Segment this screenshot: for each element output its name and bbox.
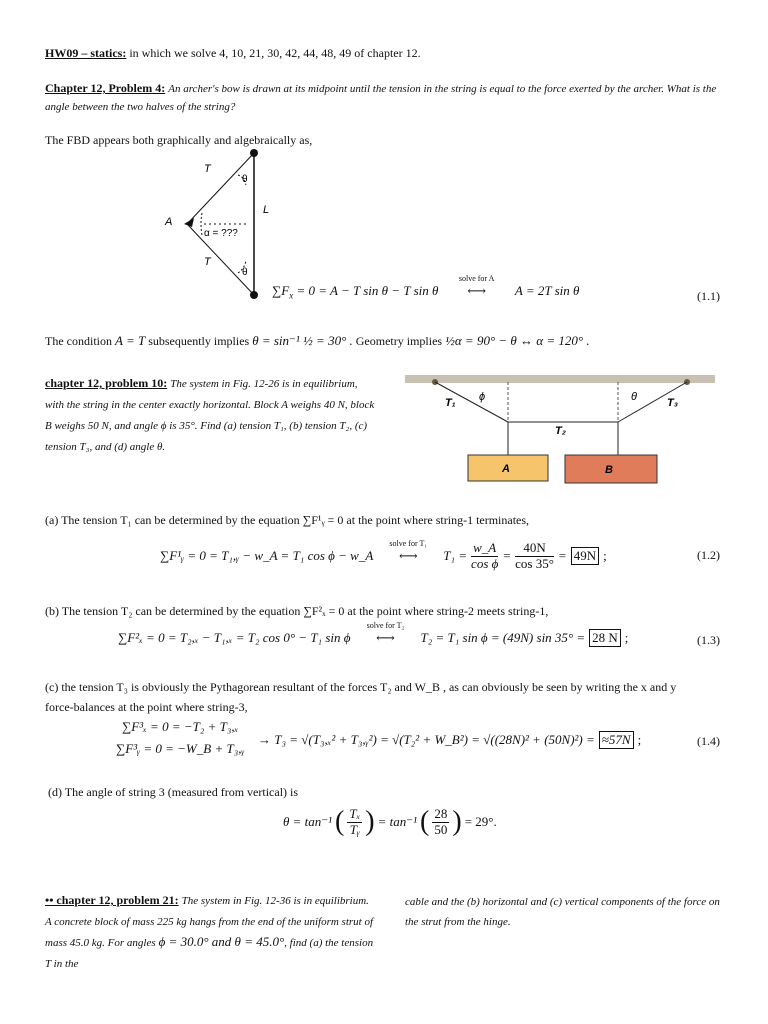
ceiling xyxy=(405,375,715,383)
problem-21-col1 xyxy=(45,890,375,974)
problem-21-heading: •• chapter 12, problem 21: xyxy=(45,893,179,907)
eq-1-4-y: ∑F³ᵧ = 0 = −W_B + T₃,ᵧ xyxy=(116,741,245,756)
eq-d-frac1 xyxy=(347,807,362,838)
cond-text-3: Geometry implies xyxy=(355,334,443,348)
problem-21-text-end: , find (a) the tension T in the xyxy=(45,937,374,970)
label-T1: T₁ xyxy=(445,397,456,409)
cond-text-1: The condition xyxy=(45,334,112,348)
frac2-den: cos 35° xyxy=(515,555,554,571)
eq-1-1-rhs: A = 2T sin θ xyxy=(514,283,580,298)
problem-4-heading: Chapter 12, Problem 4: xyxy=(45,81,166,95)
frac1-num: w_A xyxy=(471,541,498,557)
problem-21-text: The system in Fig. 12-36 is in equilibrium. A concrete block of mass 225 kg hangs from the end of the uniform strut of mass 45.0 kg. For angles xyxy=(45,895,374,949)
part-d-text: (d) The angle of string 3 (measured from vertical) is xyxy=(48,785,299,799)
answer-T2: 28 N xyxy=(589,629,621,647)
assignment-description: in which we solve 4, 10, 21, 30, 42, 44, 48, 49 of chapter 12. xyxy=(126,46,421,60)
eq-1-4-x: ∑F³ₓ = 0 = −T₂ + T₃,ₓ xyxy=(122,719,239,734)
eq-d-frac2 xyxy=(432,807,449,838)
eq-1-1-body: = 0 = A − T sin θ − T sin θ xyxy=(293,283,439,298)
fbd-diagram xyxy=(160,145,270,305)
fbd-intro: The FBD appears both graphically and algebraically as, xyxy=(45,133,313,147)
cond-text-2: subsequently implies xyxy=(148,334,250,348)
equation-1-4: → T₃ = √(T₃,ₓ² + T₃,ᵧ²) = √(T₂² + W_B²) = √((28N)² + (50N)²) = ≈57N ; xyxy=(258,732,642,747)
label-theta-top: θ xyxy=(242,174,248,185)
eq-1-4-right: → T₃ = √(T₃,ₓ² + T₃,ᵧ²) = √(T₂² + W_B²) = √((28N)² + (50N)²) = xyxy=(258,732,595,747)
problem-4-statement xyxy=(45,80,725,116)
problem-21-angles: ϕ = 30.0° and θ = 45.0° xyxy=(158,934,285,949)
eq-1-1-sum: ∑F xyxy=(272,283,290,298)
upper-tension-line xyxy=(188,153,254,223)
label-block-a: A xyxy=(502,463,510,475)
part-a-text: (a) The tension T₁ can be determined by the equation ∑F¹ᵧ = 0 at the point where string-1 terminates, xyxy=(45,513,530,527)
label-alpha: α = ??? xyxy=(204,228,238,239)
eq-1-2-frac2 xyxy=(515,541,554,572)
eq-1-1-arrow-label: solve for A xyxy=(458,274,495,283)
label-theta: θ xyxy=(631,391,637,403)
frac1-den: cos ϕ xyxy=(471,555,499,571)
part-c-text-2: force-balances at the point where string-3, xyxy=(45,700,248,714)
problem-10-figure xyxy=(405,372,717,487)
eq-1-3-arrow-label: solve for T₂ xyxy=(366,621,405,630)
label-T3: T₃ xyxy=(667,397,678,409)
d-frac1-num: Tₓ xyxy=(349,805,361,821)
eq-1-2-arrow-label: solve for T₁ xyxy=(389,539,428,548)
eq-num-1-3: (1.3) xyxy=(697,633,720,647)
label-T-bottom: T xyxy=(204,256,211,268)
d-frac2-den: 50 xyxy=(434,821,448,837)
equation-1-1 xyxy=(272,274,580,301)
eq-d-post: = 29°. xyxy=(464,814,497,829)
eq-num-1-1: (1.1) xyxy=(697,289,720,303)
force-arrowhead xyxy=(184,218,194,227)
eq-d-pre: θ = tan⁻¹ xyxy=(283,814,333,829)
eq-1-2-left: ∑F¹ᵧ = 0 = T₁,ᵧ − w_A = T₁ cos ϕ − w_A xyxy=(160,548,374,563)
eq-1-2-frac1 xyxy=(471,541,498,572)
label-T2: T₂ xyxy=(555,425,566,437)
eq-1-3-right: T₂ = T₁ sin ϕ = (49N) sin 35° = xyxy=(420,630,586,645)
d-frac2-num: 28 xyxy=(434,805,448,821)
equation-1-2: ∑F¹ᵧ = 0 = T₁,ᵧ − w_A = T₁ cos ϕ − w_A solve for T₁ ⟷ T₁ = $\frac{w\_A}{\text{cos ϕ}}$ = $\frac{40N}{\cos 35^\circ}$ = 49N ; xyxy=(160,539,607,571)
eq-num-1-4: (1.4) xyxy=(697,734,720,748)
cond-eq-1: A = T xyxy=(114,333,146,348)
eq-1-3-left: ∑F²ₓ = 0 = T₂,ₓ − T₁,ₓ = T₂ cos 0° − T₁ sin ϕ xyxy=(118,630,351,645)
equation-angle: θ = tan⁻¹ ( $\frac{\text{Tₓ}}{\text{Tᵧ}}$ ) = tan⁻¹ ( $\frac{28}{50}$ ) = 29°. xyxy=(283,805,497,837)
label-phi: ϕ xyxy=(479,391,486,403)
assignment-label: HW09 – statics: xyxy=(45,46,127,60)
answer-T1: 49N xyxy=(571,547,599,565)
condition-line xyxy=(45,333,590,349)
label-T-top: T xyxy=(204,163,211,175)
d-frac1-den: Tᵧ xyxy=(349,821,360,837)
part-b-text: (b) The tension T₂ can be determined by the equation ∑F²ₓ = 0 at the point where string-2 meets string-1, xyxy=(45,604,549,618)
cond-eq-2: θ = sin⁻¹ ½ = 30° . xyxy=(252,333,353,348)
eq-1-2-mid: T₁ = xyxy=(443,548,468,563)
problem-4-text: An archer's bow is drawn at its midpoint until the tension in the string is equal to the force exerted by the archer. What is the angle between the two halves of the string? xyxy=(45,83,717,113)
frac2-num: 40N xyxy=(515,541,554,557)
label-A: A xyxy=(165,216,173,228)
eq-1-3-arrow: solve for T₂ ⟷ xyxy=(354,630,416,646)
label-theta-bottom: θ xyxy=(242,267,248,278)
eq-1-2-arrow: solve for T₁ ⟷ xyxy=(377,548,439,564)
eq-1-1-sub: x xyxy=(289,290,294,301)
eq-d-mid: = tan⁻¹ xyxy=(377,814,418,829)
problem-10-text: The system in Fig. 12-26 is in equilibrium, with the string in the center exactly horizontal. Block A weighs 40 N, block B weighs 50 N, and angle ϕ is 35°. Find (a) tension T₁, (b) tension T₂, (c) tension T₃, and (d) angle θ. xyxy=(45,378,375,453)
answer-T3: ≈57N xyxy=(599,731,634,749)
cond-eq-3: ½α = 90° − θ ↔ α = 120° . xyxy=(445,333,590,348)
eq-1-1-arrow: solve for A ⟷ xyxy=(442,283,512,299)
equation-1-3: ∑F²ₓ = 0 = T₂,ₓ − T₁,ₓ = T₂ cos 0° − T₁ sin ϕ solve for T₂ ⟷ T₂ = T₁ sin ϕ = (49N) sin 35° = 28 N ; xyxy=(118,621,629,645)
label-L: L xyxy=(263,204,270,216)
problem-10-statement xyxy=(45,373,375,457)
problem-21-col2: cable and the (b) horizontal and (c) vertical components of the force on the strut from the hinge. xyxy=(405,896,720,928)
eq-num-1-2: (1.2) xyxy=(697,548,720,562)
part-c-text-1: (c) the tension T₃ is obviously the Pythagorean resultant of the forces T₂ and W_B , as can obviously be seen by writing the x and y xyxy=(45,680,677,694)
assignment-header xyxy=(45,46,421,61)
alpha-arc xyxy=(201,213,202,235)
problem-10-heading: chapter 12, problem 10: xyxy=(45,376,168,390)
label-block-b: B xyxy=(605,464,613,476)
